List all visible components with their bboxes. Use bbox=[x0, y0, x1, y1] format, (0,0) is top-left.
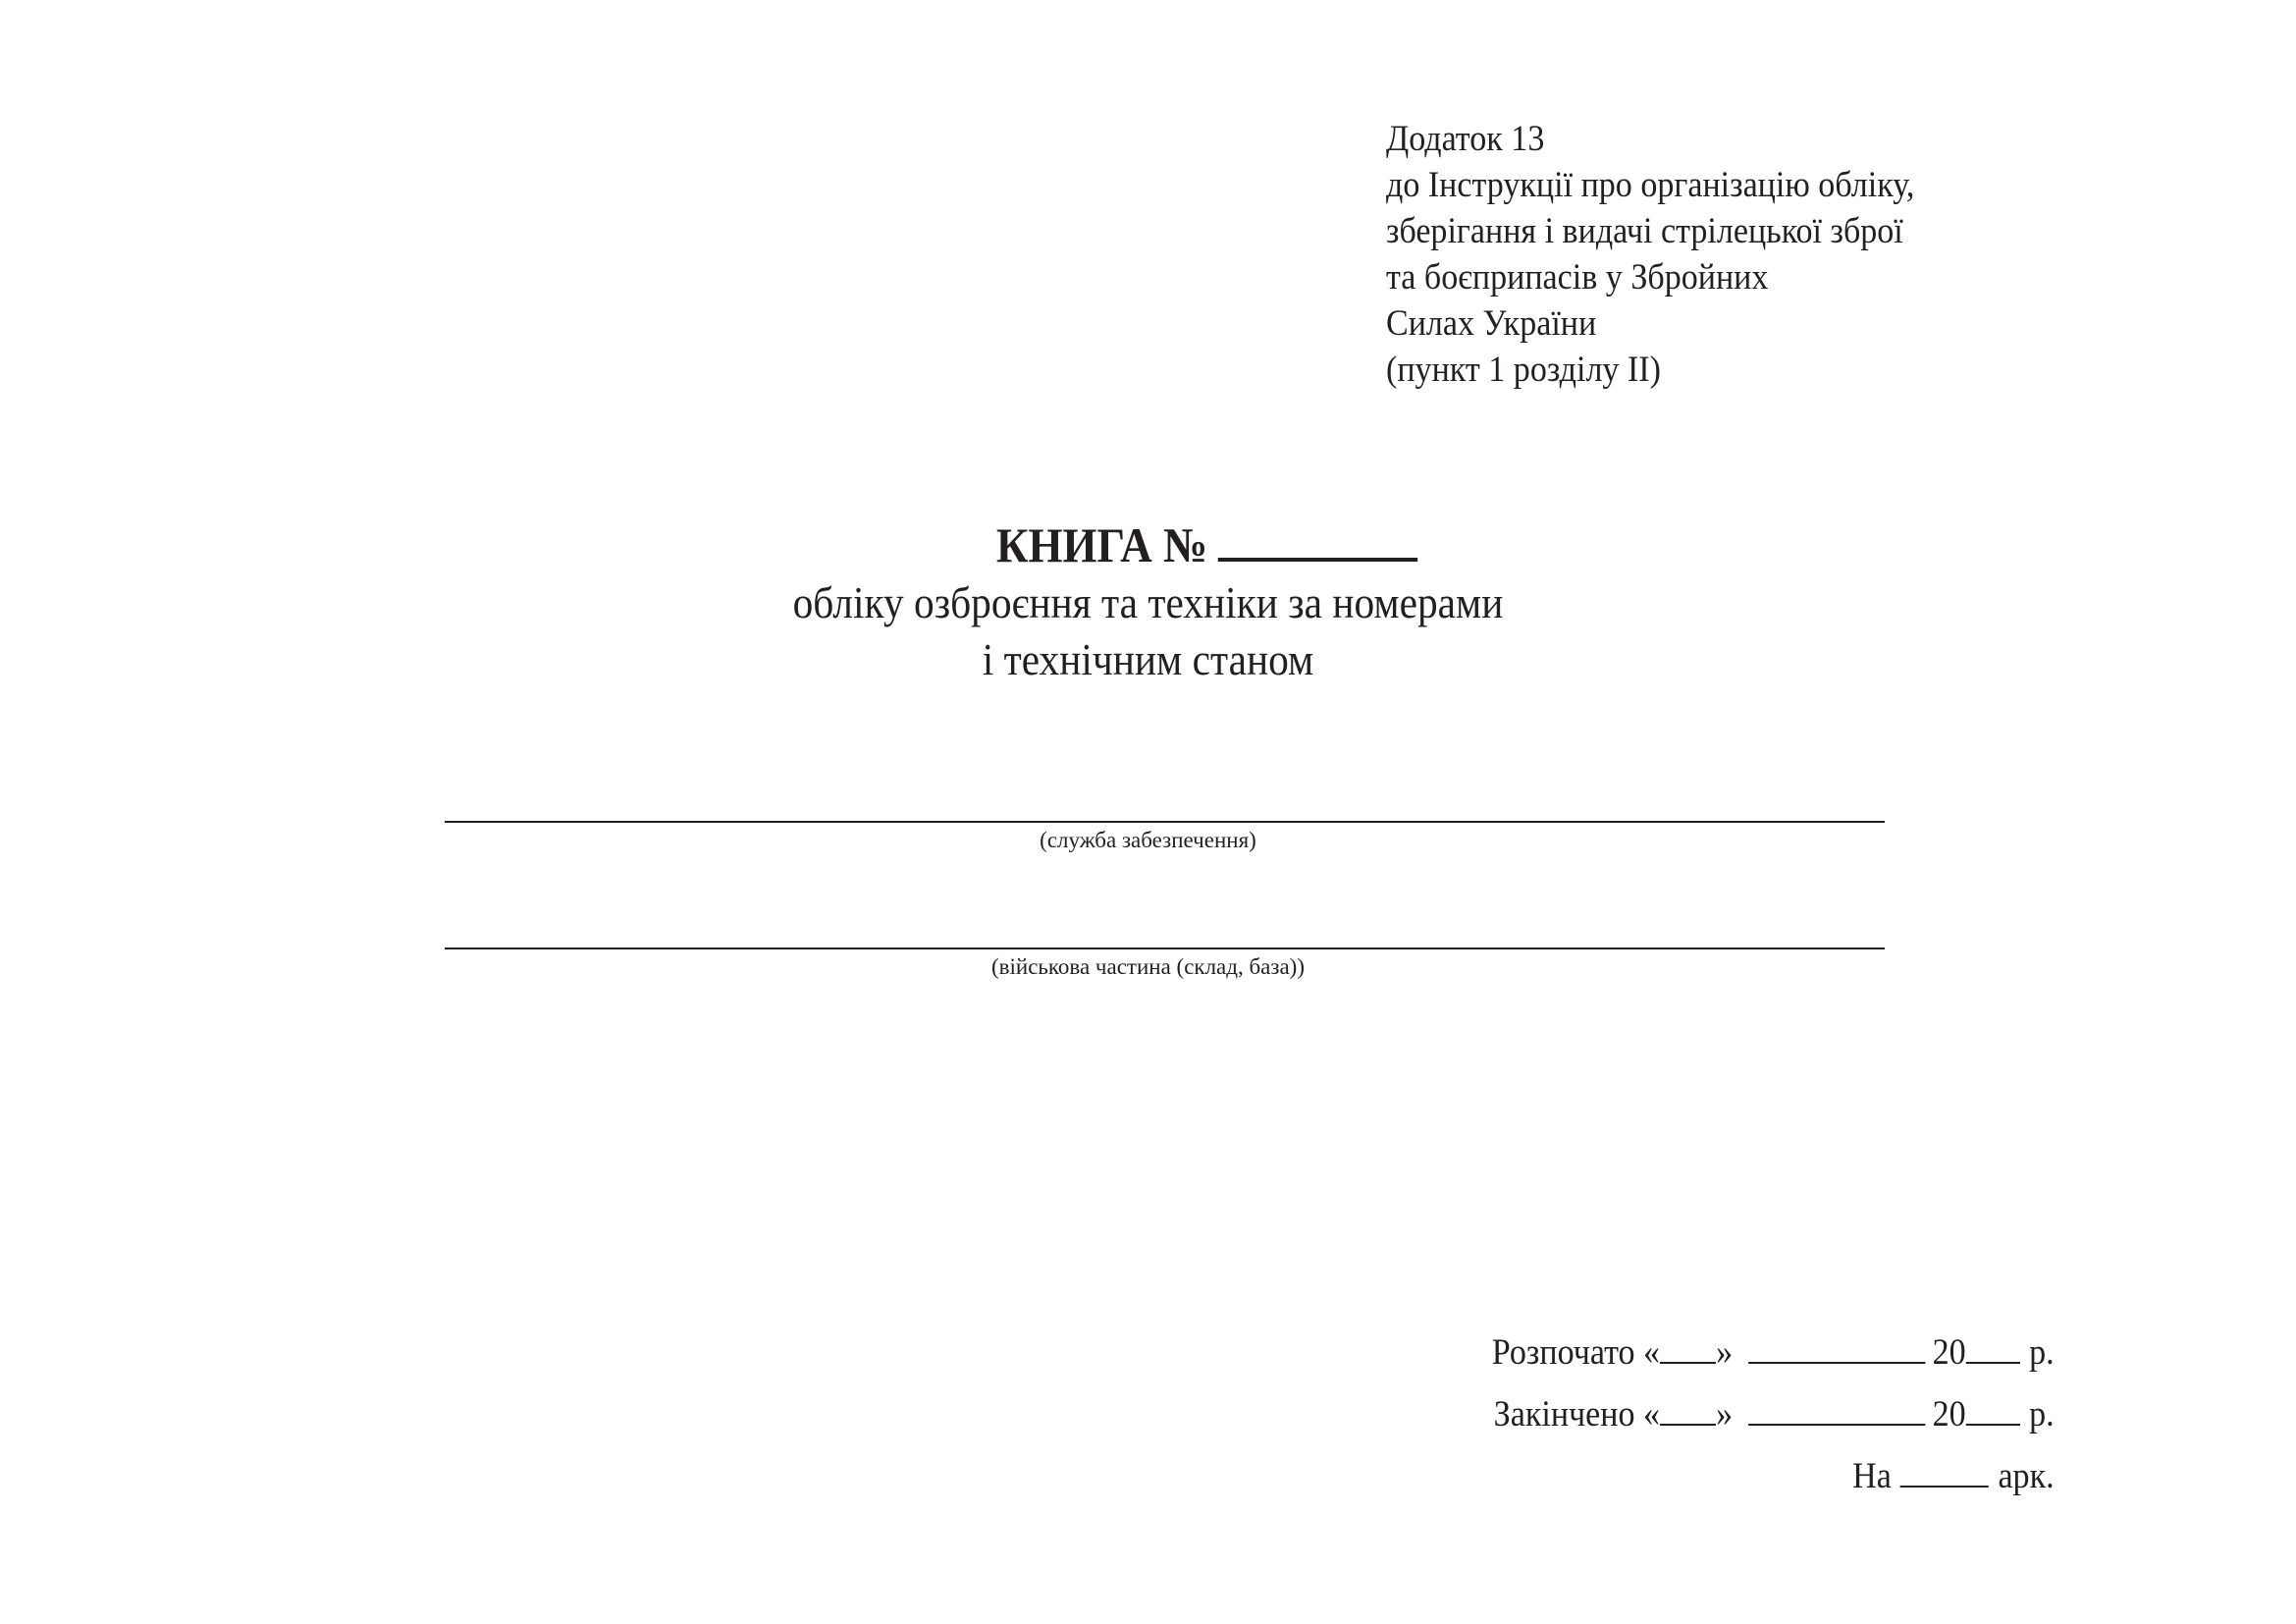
started-day-blank[interactable] bbox=[1660, 1332, 1716, 1364]
title-block bbox=[0, 515, 2296, 688]
sheets-row bbox=[1492, 1445, 2055, 1507]
unit-field-caption: (військова частина (склад, база)) bbox=[990, 954, 1305, 979]
started-month-blank[interactable] bbox=[1748, 1332, 1925, 1364]
dates-block bbox=[1443, 1322, 2055, 1507]
book-number-blank[interactable] bbox=[1218, 518, 1417, 562]
finished-month-blank[interactable] bbox=[1748, 1394, 1925, 1426]
year-suffix: р. bbox=[2029, 1394, 2055, 1435]
annex-header bbox=[1386, 116, 1914, 393]
book-subtitle-line1: обліку озброєння та техніки за номерами bbox=[792, 577, 1504, 627]
service-field-caption: (служба забезпечення) bbox=[1040, 828, 1256, 852]
finished-label: Закінчено bbox=[1494, 1394, 1635, 1435]
close-quote: » bbox=[1716, 1332, 1734, 1373]
sheets-count-blank[interactable] bbox=[1900, 1456, 1989, 1488]
open-quote: « bbox=[1643, 1332, 1661, 1373]
started-row bbox=[1492, 1322, 2055, 1383]
service-field-line[interactable] bbox=[445, 821, 1885, 823]
century-prefix: 20 bbox=[1933, 1394, 1967, 1435]
sheets-suffix: арк. bbox=[1998, 1456, 2055, 1496]
annex-line-storage: зберігання і видачі стрілецької зброї bbox=[1386, 211, 1903, 251]
century-prefix: 20 bbox=[1933, 1332, 1967, 1373]
year-suffix: р. bbox=[2029, 1332, 2055, 1373]
annex-line-reference: (пункт 1 розділу ІІ) bbox=[1386, 350, 1661, 390]
unit-field-line[interactable] bbox=[445, 947, 1885, 949]
started-year-blank[interactable] bbox=[1966, 1332, 2020, 1364]
close-quote: » bbox=[1716, 1394, 1734, 1435]
finished-row bbox=[1492, 1383, 2055, 1445]
finished-year-blank[interactable] bbox=[1966, 1394, 2020, 1426]
started-label: Розпочато bbox=[1492, 1332, 1635, 1373]
sheets-prefix: На bbox=[1852, 1456, 1893, 1496]
finished-day-blank[interactable] bbox=[1660, 1394, 1716, 1426]
book-subtitle-line2: і технічним станом bbox=[982, 634, 1314, 684]
book-title bbox=[996, 515, 1418, 574]
annex-line-forces: Силах України bbox=[1386, 303, 1597, 344]
annex-line-ammo: та боєприпасів у Збройних bbox=[1386, 257, 1769, 298]
open-quote: « bbox=[1643, 1394, 1661, 1435]
book-label: КНИГА № bbox=[995, 517, 1208, 572]
annex-line-instruction: до Інструкції про організацію обліку, bbox=[1386, 165, 1915, 205]
annex-line-number: Додаток 13 bbox=[1386, 119, 1545, 159]
